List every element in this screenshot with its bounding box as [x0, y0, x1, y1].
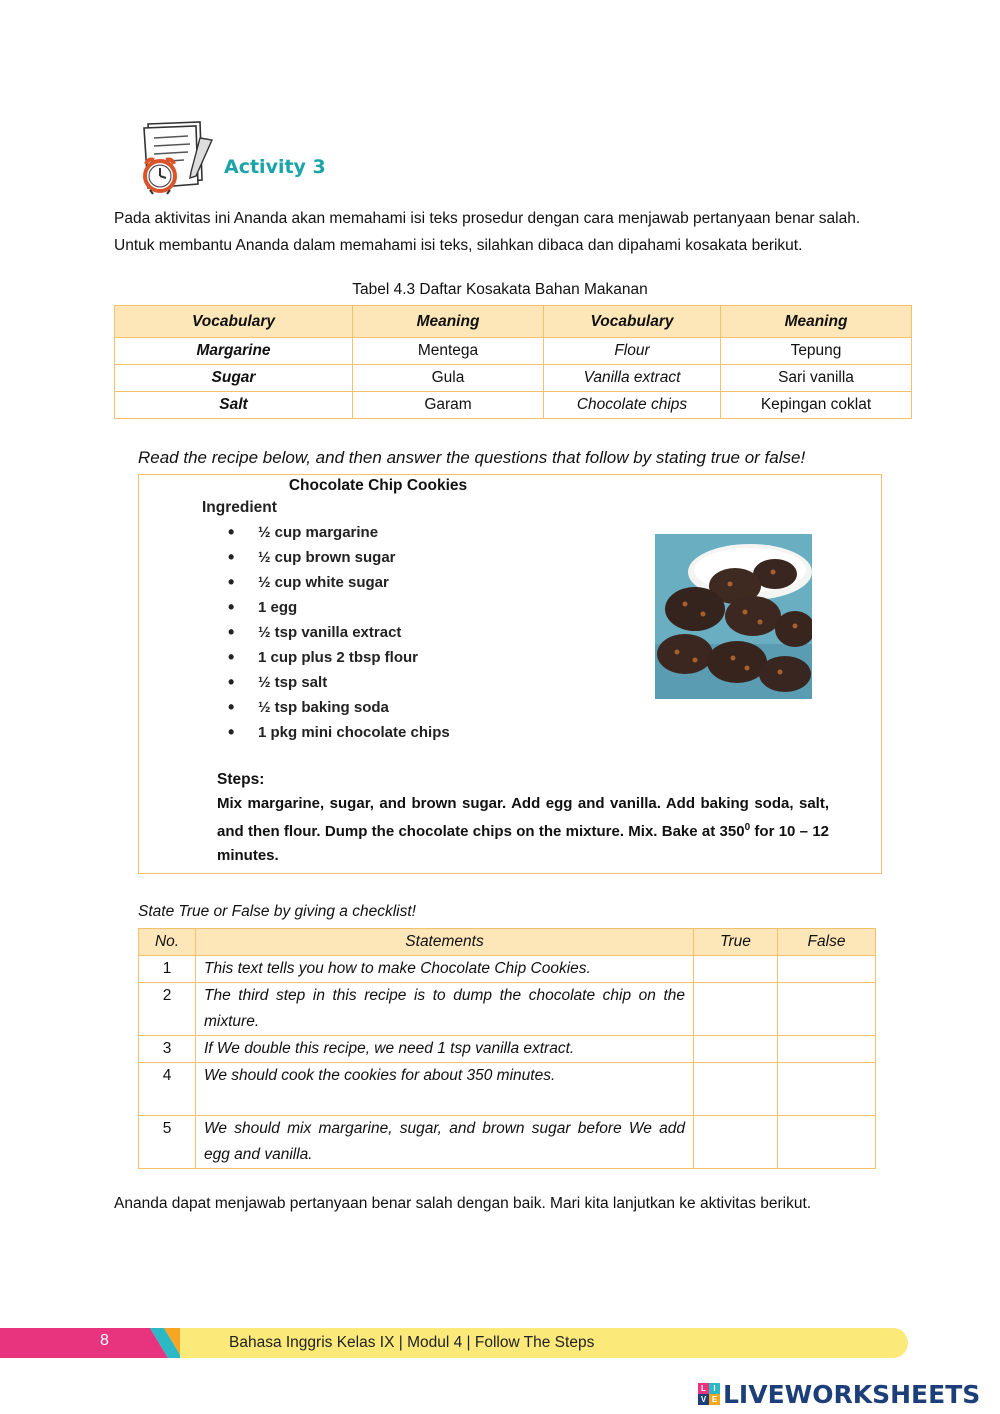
table-row [139, 1116, 876, 1169]
list-item: • 1 egg [228, 595, 450, 620]
list-item: • 1 cup plus 2 tbsp flour [228, 645, 450, 670]
footer-stripe [0, 1328, 180, 1358]
vocab-header-vocabulary-2: Vocabulary [544, 306, 721, 338]
vocab-table-header-row [115, 306, 912, 338]
true-checkbox-cell[interactable] [694, 983, 778, 1036]
table-row [139, 983, 876, 1036]
mark-letter: I [709, 1383, 720, 1394]
statement-cell: This text tells you how to make Chocolate Chip Cookies. [196, 956, 694, 983]
tf-header-false: False [778, 929, 876, 956]
meaning-cell: Mentega [353, 338, 544, 365]
row-number: 1 [139, 956, 196, 983]
list-item: • ½ cup brown sugar [228, 545, 450, 570]
true-false-table [138, 928, 876, 1169]
statement-cell: We should mix margarine, sugar, and brown sugar before We add egg and vanilla. [196, 1116, 694, 1169]
vocab-cell: Vanilla extract [544, 365, 721, 392]
tf-header-no: No. [139, 929, 196, 956]
page-footer [0, 1326, 1000, 1360]
meaning-cell: Gula [353, 365, 544, 392]
row-number: 5 [139, 1116, 196, 1169]
false-checkbox-cell[interactable] [778, 1063, 876, 1116]
tf-header-true: True [694, 929, 778, 956]
steps-text-main: Mix margarine, sugar, and brown sugar. Add egg and vanilla. Add baking soda, salt, and then flour. Dump the chocolate chips on the mixture. Mix. Bake at 350 [217, 795, 829, 840]
meaning-cell: Garam [353, 392, 544, 419]
meaning-cell: Tepung [721, 338, 912, 365]
table-row [115, 392, 912, 419]
list-item: • ½ tsp salt [228, 670, 450, 695]
intro-line-2: Untuk membantu Ananda dalam memahami isi teks, silahkan dibaca dan dipahami kosakata berikut. [114, 237, 803, 254]
mark-letter: V [698, 1394, 709, 1405]
vocab-header-vocabulary: Vocabulary [115, 306, 353, 338]
table-row [115, 338, 912, 365]
vocab-cell: Flour [544, 338, 721, 365]
activity-title: Activity 3 [224, 156, 326, 178]
false-checkbox-cell[interactable] [778, 983, 876, 1036]
true-checkbox-cell[interactable] [694, 1036, 778, 1063]
recipe-instruction: Read the recipe below, and then answer the questions that follow by stating true or false! [138, 448, 806, 467]
table-row [139, 1036, 876, 1063]
false-checkbox-cell[interactable] [778, 1036, 876, 1063]
tf-instruction: State True or False by giving a checklist! [138, 903, 416, 920]
list-item: • ½ cup white sugar [228, 570, 450, 595]
false-checkbox-cell[interactable] [778, 1116, 876, 1169]
meaning-cell: Kepingan coklat [721, 392, 912, 419]
list-item: • ½ tsp vanilla extract [228, 620, 450, 645]
liveworksheets-wordmark: LIVEWORKSHEETS [723, 1379, 981, 1409]
mark-letter: E [709, 1394, 720, 1405]
liveworksheets-mark-icon [698, 1383, 720, 1405]
statement-cell: If We double this recipe, we need 1 tsp vanilla extract. [196, 1036, 694, 1063]
steps-text [217, 792, 829, 868]
tf-header-row [139, 929, 876, 956]
vocab-cell: Sugar [115, 365, 353, 392]
statement-cell: We should cook the cookies for about 350 minutes. [196, 1063, 694, 1116]
vocab-header-meaning: Meaning [353, 306, 544, 338]
activity-header [138, 118, 438, 200]
table-row [139, 1063, 876, 1116]
page-number: 8 [100, 1332, 109, 1349]
intro-paragraph [114, 205, 914, 259]
list-item: • ½ cup margarine [228, 520, 450, 545]
steps-text-end: for 10 – 12 minutes. [217, 823, 829, 864]
vocab-table [114, 305, 912, 419]
degree-superscript: 0 [744, 822, 751, 833]
table-row [139, 956, 876, 983]
true-checkbox-cell[interactable] [694, 956, 778, 983]
recipe-title-text: Chocolate Chip Cookies [283, 477, 473, 494]
list-item: • 1 pkg mini chocolate chips [228, 720, 450, 745]
false-checkbox-cell[interactable] [778, 956, 876, 983]
clipboard-alarm-clock-icon [138, 118, 218, 198]
vocab-cell: Chocolate chips [544, 392, 721, 419]
vocab-cell: Margarine [115, 338, 353, 365]
ingredient-label: Ingredient [202, 499, 277, 516]
true-checkbox-cell[interactable] [694, 1063, 778, 1116]
row-number: 4 [139, 1063, 196, 1116]
tf-header-statements: Statements [196, 929, 694, 956]
true-checkbox-cell[interactable] [694, 1116, 778, 1169]
liveworksheets-logo [698, 1379, 980, 1409]
steps-label: Steps: [217, 771, 265, 788]
vocab-header-meaning-2: Meaning [721, 306, 912, 338]
vocab-table-caption: Tabel 4.3 Daftar Kosakata Bahan Makanan [352, 281, 648, 298]
closing-text: Ananda dapat menjawab pertanyaan benar salah dengan baik. Mari kita lanjutkan ke aktivitas berikut. [114, 1195, 812, 1212]
chocolate-cookies-photo [655, 534, 812, 699]
row-number: 3 [139, 1036, 196, 1063]
statement-cell: The third step in this recipe is to dump the chocolate chip on the mixture. [196, 983, 694, 1036]
vocab-cell: Salt [115, 392, 353, 419]
list-item: • ½ tsp baking soda [228, 695, 450, 720]
meaning-cell: Sari vanilla [721, 365, 912, 392]
intro-line-1: Pada aktivitas ini Ananda akan memahami isi teks prosedur dengan cara menjawab pertanyaan benar salah. [114, 210, 861, 227]
ingredient-list [228, 520, 450, 745]
recipe-title [0, 477, 756, 495]
footer-text: Bahasa Inggris Kelas IX | Modul 4 | Follow The Steps [229, 1334, 595, 1351]
row-number: 2 [139, 983, 196, 1036]
mark-letter: L [698, 1383, 709, 1394]
table-row [115, 365, 912, 392]
